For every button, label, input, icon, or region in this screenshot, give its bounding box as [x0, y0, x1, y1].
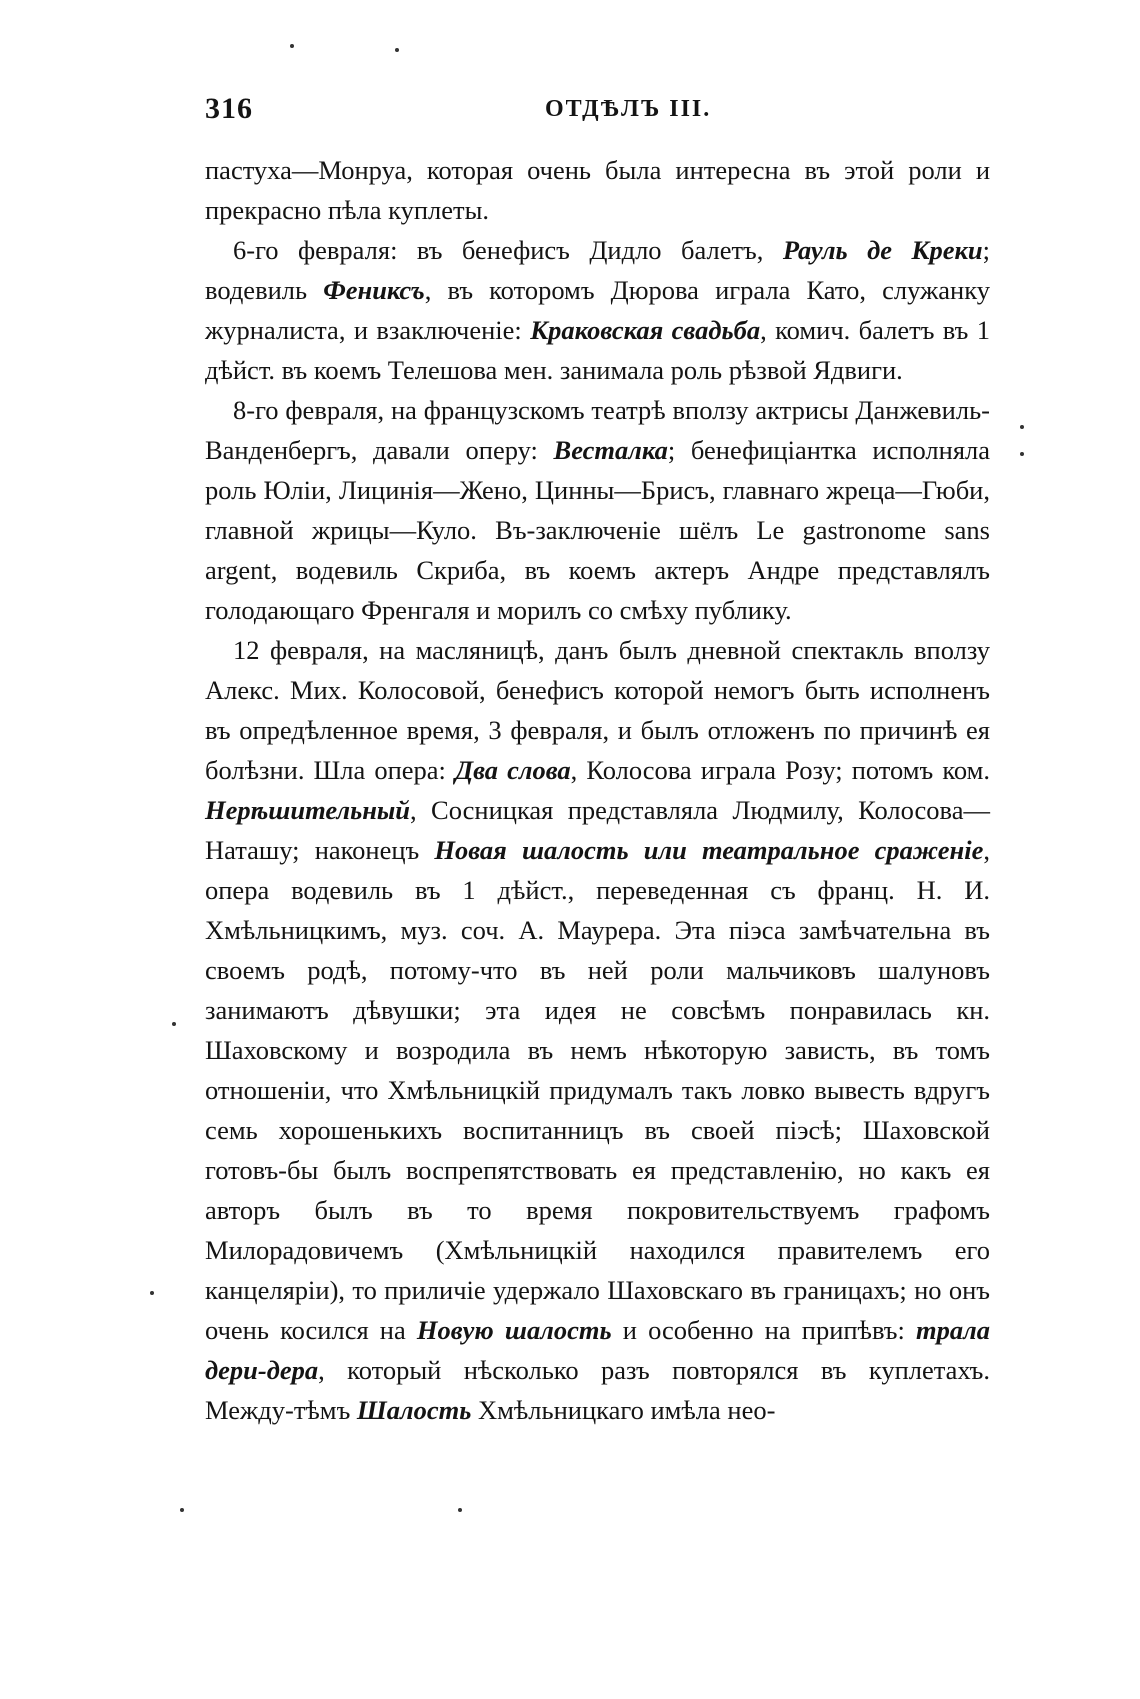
text-run: , который нѣсколько разъ повторялся въ куплетахъ. Между-тѣмъ: [205, 1355, 990, 1425]
italic-title: Новая шалость или театральное сраженіе: [434, 835, 984, 865]
text-run: , Сосницкая представляла Людмилу, Колосова—Наташу; наконецъ: [205, 795, 990, 865]
text-run: Хмѣльницкаго имѣла нео-: [471, 1395, 776, 1425]
scan-speck: [1020, 452, 1024, 456]
page-header: [205, 92, 990, 132]
scan-speck: [172, 1022, 176, 1026]
italic-title: Нерѣшительный: [205, 795, 411, 825]
text-run: 6-го февраля: въ бенефисъ Дидло балетъ,: [233, 235, 783, 265]
body-text: [205, 150, 990, 1430]
scan-speck: [395, 48, 399, 52]
italic-title: Весталка: [553, 435, 668, 465]
page-number: 316: [205, 92, 253, 125]
paragraph: [205, 150, 990, 230]
scan-speck: [290, 44, 294, 48]
italic-title: Рауль де Креки: [782, 235, 983, 265]
text-run: , комич. балетъ въ 1 дѣйст. въ коемъ Телешова мен. занимала роль рѣзвой Ядвиги.: [205, 315, 991, 385]
text-run: 12 февраля, на масляницѣ, данъ былъ дневной спектакль вползу Алекс. Мих. Колосовой, бенефисъ которой немогъ быть исполненъ въ опредѣленное время, 3 февраля, и былъ отложенъ по причинѣ ея болѣзни. Шла опера:: [205, 635, 990, 785]
scan-speck: [458, 1508, 462, 1512]
scan-speck: [150, 1291, 154, 1295]
text-run: и особенно на припѣвъ:: [611, 1315, 917, 1345]
italic-title: трала дери-дера: [205, 1315, 990, 1385]
paragraph: [205, 230, 990, 390]
scan-speck: [1020, 425, 1024, 429]
text-run: ; водевиль: [205, 235, 991, 305]
running-head: ОТДѢЛЪ III.: [545, 96, 712, 122]
text-run: , Колосова играла Розу; потомъ ком.: [570, 755, 991, 785]
text-run: 8-го февраля, на французскомъ театрѣ вползу актрисы Данжевиль-Ванденбергъ, давали оперу:: [205, 395, 990, 465]
text-run: ; бенефиціантка исполняла роль Юліи, Лицинія—Жено, Цинны—Брисъ, главнаго жреца—Гюби, главной жрицы—Куло. Въ-заключеніе шёлъ Le gastronome sans argent, водевиль Скриба, въ коемъ актеръ Андре представлялъ голодающаго Френгаля и морилъ со смѣху публику.: [205, 435, 990, 625]
paragraph: [205, 630, 990, 1430]
scan-speck: [180, 1508, 184, 1512]
italic-title: Два слова: [455, 755, 571, 785]
text-run: , въ которомъ Дюрова играла Като, служанку журналиста, и взаключеніе:: [205, 275, 990, 345]
text-run: пастуха—Монруа, которая очень была интересна въ этой роли и прекрасно пѣла куплеты.: [205, 155, 990, 225]
italic-title: Краковская свадьба: [530, 315, 761, 345]
paragraph: [205, 390, 990, 630]
italic-title: Новую шалость: [416, 1315, 612, 1345]
text-run: , опера водевиль въ 1 дѣйст., переведенная съ франц. Н. И. Хмѣльницкимъ, муз. соч. А. Маурера. Эта піэса замѣчательна въ своемъ родѣ, потому-что въ ней роли мальчиковъ шалуновъ занимаютъ дѣвушки; эта идея не совсѣмъ понравилась кн. Шаховскому и возродила въ немъ нѣкоторую зависть, въ томъ отношеніи, что Хмѣльницкій придумалъ такъ ловко вывесть вдругъ семь хорошенькихъ воспитанницъ въ своей піэсѣ; Шаховской готовъ-бы былъ воспрепятствовать ея представленію, но какъ ея авторъ былъ въ то время покровительствуемъ графомъ Милорадовичемъ (Хмѣльницкій находился правителемъ его канцеляріи), то приличіе удержало Шаховскаго въ границахъ; но онъ очень косился на: [205, 835, 990, 1345]
italic-title: Шалость: [356, 1395, 472, 1425]
italic-title: Фениксъ: [323, 275, 425, 305]
